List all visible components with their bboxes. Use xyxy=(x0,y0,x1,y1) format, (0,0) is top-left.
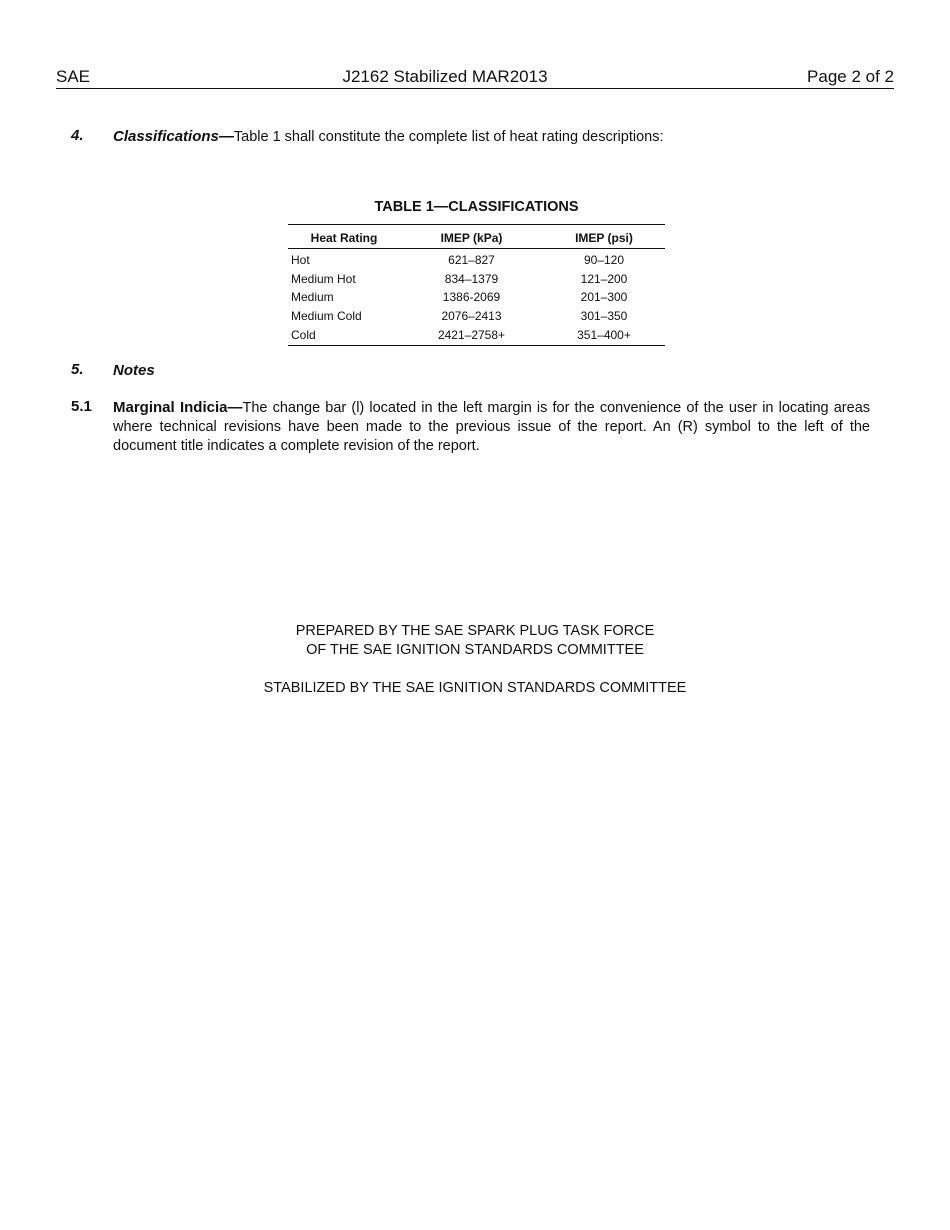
table-row xyxy=(288,307,665,326)
cell-imep-psi: 90–120 xyxy=(583,252,625,267)
prepared-by-line-1: PREPARED BY THE SAE SPARK PLUG TASK FORCE xyxy=(295,623,655,639)
table-row xyxy=(288,249,665,270)
section-5-1-title: Marginal Indicia— xyxy=(113,399,243,416)
column-header-heat-rating: Heat Rating xyxy=(288,225,400,249)
prepared-by-line-2: OF THE SAE IGNITION STANDARDS COMMITTEE xyxy=(306,642,644,658)
section-4-text: Table 1 shall constitute the complete list of heat rating descriptions: xyxy=(233,129,664,145)
cell-heat-rating: Cold xyxy=(291,328,316,343)
cell-imep-kpa: 2076–2413 xyxy=(441,309,502,324)
cell-imep-psi: 121–200 xyxy=(580,271,628,286)
cell-imep-kpa: 834–1379 xyxy=(444,271,499,286)
section-5-1-text: The change bar (l) located in the left margin is for the convenience of the user in locating areas where technical revisions have been made to the previous issue of the report. An (R) symbol to the left of the document title indicates a complete revision of the report. xyxy=(113,400,871,454)
header-org: SAE xyxy=(56,67,91,86)
section-4-paragraph xyxy=(113,127,870,147)
stabilized-by-line: STABILIZED BY THE SAE IGNITION STANDARDS COMMITTEE xyxy=(263,680,687,696)
page-header xyxy=(56,66,894,89)
cell-heat-rating: Medium Cold xyxy=(291,309,362,324)
cell-imep-kpa: 621–827 xyxy=(448,252,495,267)
table-row xyxy=(288,270,665,289)
column-header-imep-psi: IMEP (psi) xyxy=(543,225,665,249)
cell-imep-kpa: 1386-2069 xyxy=(442,290,501,305)
section-5-1-number: 5.1 xyxy=(71,398,92,415)
cell-imep-kpa: 2421–2758+ xyxy=(437,328,506,343)
table-caption: TABLE 1—CLASSIFICATIONS xyxy=(374,199,579,215)
header-doc-id: J2162 Stabilized MAR2013 xyxy=(342,67,548,86)
section-5-heading xyxy=(113,361,870,381)
cell-imep-psi: 351–400+ xyxy=(577,328,631,343)
cell-imep-psi: 201–300 xyxy=(580,290,628,305)
table-row xyxy=(288,326,665,345)
section-5-title: Notes xyxy=(113,362,155,379)
section-5-number: 5. xyxy=(71,361,84,378)
cell-imep-psi: 301–350 xyxy=(580,309,628,324)
classifications-table xyxy=(288,224,665,346)
cell-heat-rating: Hot xyxy=(291,252,310,267)
cell-heat-rating: Medium xyxy=(291,290,334,305)
column-header-imep-kpa: IMEP (kPa) xyxy=(400,225,543,249)
table-row xyxy=(288,289,665,308)
header-page-number: Page 2 of 2 xyxy=(807,67,894,86)
table-header-row xyxy=(288,225,665,249)
cell-heat-rating: Medium Hot xyxy=(291,271,356,286)
section-5-1-paragraph xyxy=(113,398,870,456)
section-4-number: 4. xyxy=(71,127,84,144)
section-4-title: Classifications— xyxy=(113,128,234,145)
